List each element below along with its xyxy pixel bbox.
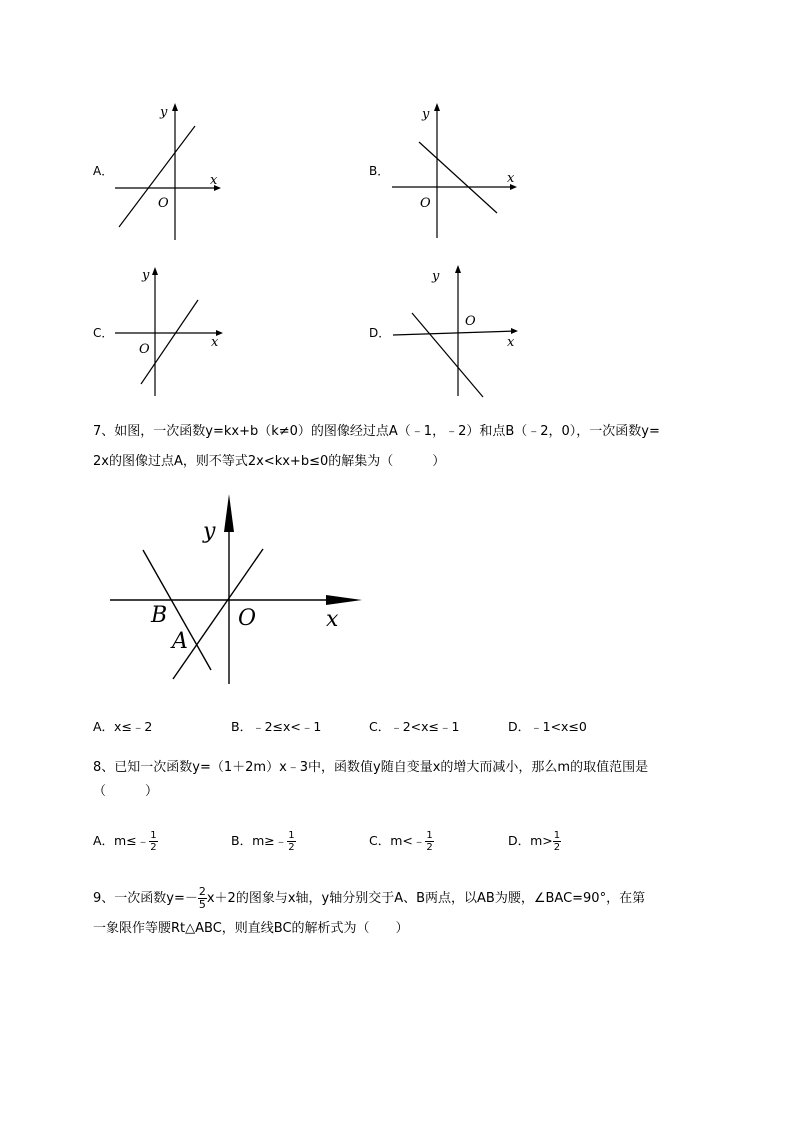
option-label: B． — [369, 164, 390, 178]
svg-text:O: O — [420, 196, 431, 211]
q7-choice-d[interactable]: D．﹣1<x≤0 — [508, 719, 587, 734]
q8-choice-a[interactable]: A．m≤﹣ $\frac{1}{2}$ — [93, 830, 157, 853]
point-a-label: A — [172, 629, 188, 654]
fraction: $\frac{1}{2}$ — [553, 830, 561, 853]
svg-text:O: O — [139, 342, 150, 357]
fraction: $\frac{1}{2}$ — [150, 830, 157, 853]
q8-choice-b[interactable]: B．m≥﹣ $\frac{1}{2}$ — [231, 830, 295, 853]
q8-choice-d[interactable]: D．m> $\frac{1}{2}$ — [508, 830, 561, 853]
x-axis-label: x — [326, 607, 339, 632]
option-label: D． — [369, 326, 391, 340]
point-b-label: B — [151, 603, 168, 628]
svg-text:x: x — [507, 171, 515, 186]
svg-text:x: x — [211, 335, 219, 350]
q9-line2: 一象限作等腰Rt△ABC，则直线BC的解析式为（ ） — [93, 921, 409, 936]
origin-label: O — [238, 606, 257, 631]
question-8 — [93, 753, 743, 801]
svg-text:y: y — [142, 268, 150, 283]
q7-line1: 7、如图，一次函数y=kx+b（k≠0）的图像经过点A（﹣1，﹣2）和点B（﹣2，0），一次函数y= — [93, 424, 660, 439]
q7-choice-b[interactable]: B．﹣2≤x<﹣1 — [231, 719, 322, 734]
svg-text:y: y — [432, 269, 440, 284]
question-9 — [93, 884, 753, 944]
svg-text:x: x — [507, 335, 515, 350]
svg-text:y: y — [422, 107, 430, 122]
option-label: A． — [93, 164, 114, 178]
q8-line1: 8、已知一次函数y=（1＋2m）x﹣3中，函数值y随自变量x的增大而减小，那么m的取值范围是 — [93, 760, 649, 775]
q9-line1: 9、一次函数y=－ $\frac{2}{5}$ x＋2的图象与x轴，y轴分别交于A、B两点，以AB为腰，∠BAC=90°，在第 — [93, 885, 646, 911]
option-label: C． — [93, 326, 114, 340]
fraction: $\frac{1}{2}$ — [426, 830, 433, 853]
q8-line2: （ ） — [93, 784, 159, 799]
y-axis-label: y — [203, 519, 216, 544]
y-axis-label: y — [160, 105, 168, 120]
origin-label: O — [158, 196, 169, 211]
fraction: $\frac{2}{5}$ — [198, 885, 206, 911]
q7-line2: 2x的图像过点A，则不等式2x<kx+b≤0的解集为（ ） — [93, 454, 446, 469]
q7-choice-c[interactable]: C．﹣2<x≤﹣1 — [369, 719, 460, 734]
svg-text:O: O — [465, 314, 476, 329]
fraction: $\frac{1}{2}$ — [288, 830, 295, 853]
q7-choice-a[interactable]: A．x≤﹣2 — [93, 719, 153, 734]
x-axis-label: x — [210, 173, 218, 188]
q8-choice-c[interactable]: C．m<﹣ $\frac{1}{2}$ — [369, 830, 433, 853]
